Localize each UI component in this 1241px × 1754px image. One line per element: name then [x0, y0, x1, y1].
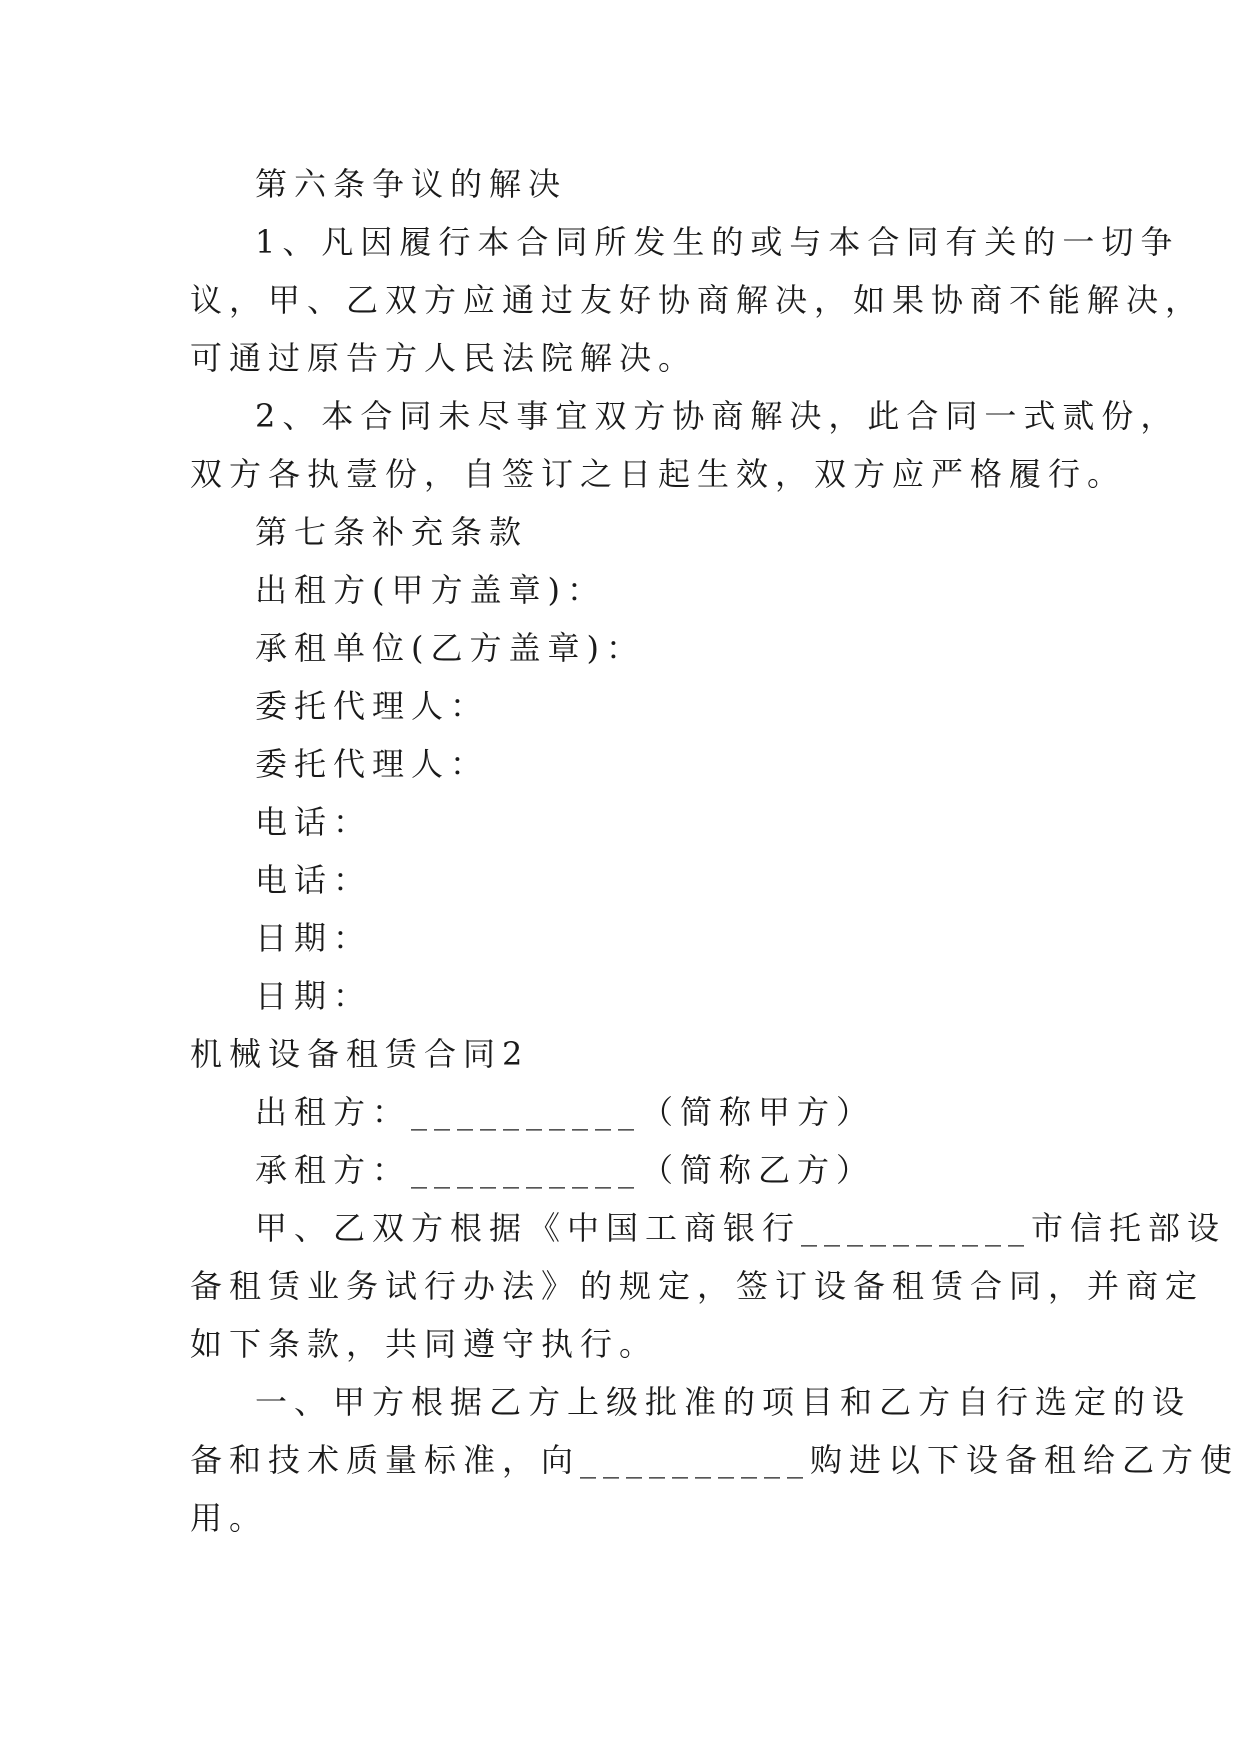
paragraph-line: 可通过原告方人民法院解决。: [190, 339, 698, 377]
party-line: 承租方：__________（简称乙方）: [255, 1151, 876, 1189]
paragraph-line: 如下条款，共同遵守执行。: [190, 1325, 659, 1363]
paragraph-line: 一、甲方根据乙方上级批准的项目和乙方自行选定的设: [255, 1383, 1192, 1421]
signature-line: 电话：: [255, 803, 373, 841]
signature-line: 日期：: [255, 919, 373, 957]
paragraph-line: 备和技术质量标准，向__________购进以下设备租给乙方使: [190, 1441, 1240, 1479]
signature-line: 日期：: [255, 977, 373, 1015]
paragraph-line: 甲、乙双方根据《中国工商银行__________市信托部设: [255, 1209, 1227, 1247]
paragraph-line: 用。: [190, 1499, 269, 1537]
paragraph-line: 议，甲、乙双方应通过友好协商解决，如果协商不能解决，: [190, 281, 1205, 319]
paragraph-line: 1、凡因履行本合同所发生的或与本合同有关的一切争: [255, 223, 1180, 261]
paragraph-line: 备租赁业务试行办法》的规定，签订设备租赁合同，并商定: [190, 1267, 1205, 1305]
signature-line: 委托代理人：: [255, 745, 490, 783]
signature-line: 委托代理人：: [255, 687, 490, 725]
paragraph-line: 2、本合同未尽事宜双方协商解决，此合同一式贰份，: [255, 397, 1180, 435]
paragraph-line: 双方各执壹份，自签订之日起生效，双方应严格履行。: [190, 455, 1127, 493]
party-line: 出租方：__________（简称甲方）: [255, 1093, 876, 1131]
signature-line: 出租方(甲方盖章)：: [255, 571, 606, 609]
signature-line: 电话：: [255, 861, 373, 899]
section-seven-heading: 第七条补充条款: [255, 513, 529, 551]
contract-title: 机械设备租赁合同2: [190, 1035, 530, 1073]
signature-line: 承租单位(乙方盖章)：: [255, 629, 645, 667]
section-six-heading: 第六条争议的解决: [255, 165, 568, 203]
